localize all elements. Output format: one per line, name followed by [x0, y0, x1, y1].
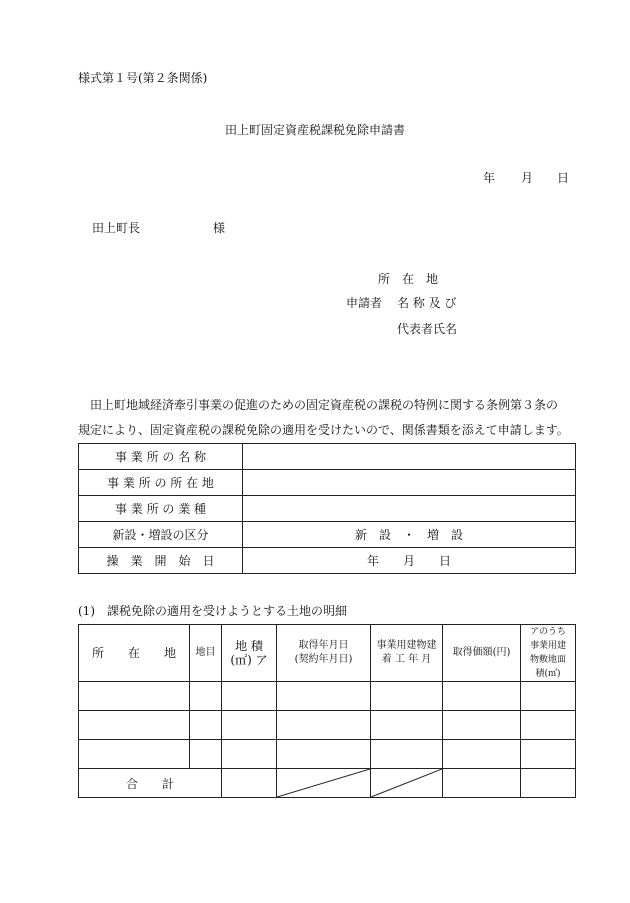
land-cell[interactable]	[79, 711, 190, 740]
table-row	[79, 444, 576, 470]
land-cell[interactable]	[521, 682, 576, 711]
business-location-label: 事 業 所 の 所 在 地	[79, 470, 243, 496]
land-cell[interactable]	[222, 682, 277, 711]
land-cell[interactable]	[79, 740, 190, 769]
operation-start-value[interactable]: 年 月 日	[243, 548, 576, 574]
land-cell[interactable]	[371, 682, 443, 711]
header-site-area	[521, 625, 576, 682]
land-details-table	[78, 624, 576, 798]
header-area-line-2: (㎡) ア	[230, 653, 268, 667]
land-cell[interactable]	[443, 740, 521, 769]
business-name-label: 事 業 所 の 名 称	[79, 444, 243, 470]
land-cell[interactable]	[190, 740, 222, 769]
addressee-honorific: 様	[213, 221, 226, 235]
land-cell[interactable]	[521, 711, 576, 740]
total-acquisition-date-cell	[277, 769, 371, 798]
header-location: 所 在 地	[79, 625, 190, 682]
total-row	[79, 769, 576, 798]
land-cell[interactable]	[277, 740, 371, 769]
body-text-line-2: 規定により、固定資産税の課税免除の適用を受けたいので、関係書類を添えて申請します。	[78, 423, 569, 437]
addressee-name: 田上町長	[92, 221, 141, 235]
establishment-type-value[interactable]: 新 設 ・ 増 設	[243, 522, 576, 548]
date-month-label: 月	[521, 171, 534, 185]
table-row	[79, 711, 576, 740]
header-land-type: 地目	[190, 625, 222, 682]
header-site-line-2: 事業用建	[529, 641, 566, 651]
business-name-value[interactable]	[243, 444, 576, 470]
diagonal-strike	[371, 769, 442, 797]
table-header-row	[79, 625, 576, 682]
header-acquisition-line-1: 取得年月日	[298, 640, 349, 651]
land-cell[interactable]	[277, 682, 371, 711]
total-price-cell[interactable]	[443, 769, 521, 798]
applicant-address-label: 所 在 地	[378, 272, 439, 286]
date-year-label: 年	[483, 171, 496, 185]
table-row	[79, 548, 576, 574]
total-site-area-cell[interactable]	[521, 769, 576, 798]
header-area	[222, 625, 277, 682]
business-info-table	[78, 443, 576, 574]
land-cell[interactable]	[371, 711, 443, 740]
date-day-label: 日	[557, 171, 570, 185]
land-cell[interactable]	[277, 711, 371, 740]
applicant-representative-label: 代表者氏名	[397, 322, 458, 336]
land-cell[interactable]	[443, 682, 521, 711]
operation-start-label: 操 業 開 始 日	[79, 548, 243, 574]
business-industry-value[interactable]	[243, 496, 576, 522]
header-site-line-4: 積(㎡)	[535, 669, 561, 679]
table-row	[79, 740, 576, 769]
table-row	[79, 496, 576, 522]
header-building-line-2: 着 工 年 月	[381, 654, 432, 665]
land-cell[interactable]	[222, 711, 277, 740]
land-cell[interactable]	[443, 711, 521, 740]
form-number: 様式第１号(第２条関係)	[78, 71, 208, 85]
body-text-line-1: 田上町地域経済牽引事業の促進のための固定資産税の課税の特例に関する条例第３条の	[90, 398, 559, 412]
header-building-line-1: 事業用建物建	[376, 640, 437, 651]
applicant-label: 申請者	[346, 296, 383, 310]
header-acquisition-price: 取得価額(円)	[443, 625, 521, 682]
land-cell[interactable]	[222, 740, 277, 769]
land-cell[interactable]	[190, 711, 222, 740]
table-row	[79, 682, 576, 711]
header-site-line-3: 物敷地面	[529, 655, 566, 665]
table-row	[79, 522, 576, 548]
land-cell[interactable]	[371, 740, 443, 769]
total-building-start-cell	[371, 769, 443, 798]
table-row	[79, 470, 576, 496]
header-site-line-1: アのうち	[529, 627, 566, 637]
total-area-cell[interactable]	[222, 769, 277, 798]
document-title: 田上町固定資産税課税免除申請書	[224, 123, 405, 137]
establishment-type-label: 新設・増設の区分	[79, 522, 243, 548]
header-building-start	[371, 625, 443, 682]
header-acquisition-line-2: (契約年月日)	[294, 654, 353, 665]
land-cell[interactable]	[79, 682, 190, 711]
land-cell[interactable]	[521, 740, 576, 769]
business-industry-label: 事 業 所 の 業 種	[79, 496, 243, 522]
header-area-line-1: 地 積	[235, 639, 263, 653]
applicant-name-label: 名 称 及 び	[397, 296, 457, 310]
header-acquisition-date	[277, 625, 371, 682]
business-location-value[interactable]	[243, 470, 576, 496]
total-label: 合 計	[79, 769, 222, 798]
land-section-title: (1) 課税免除の適用を受けようとする土地の明細	[78, 604, 347, 618]
diagonal-strike	[277, 769, 370, 797]
land-cell[interactable]	[190, 682, 222, 711]
